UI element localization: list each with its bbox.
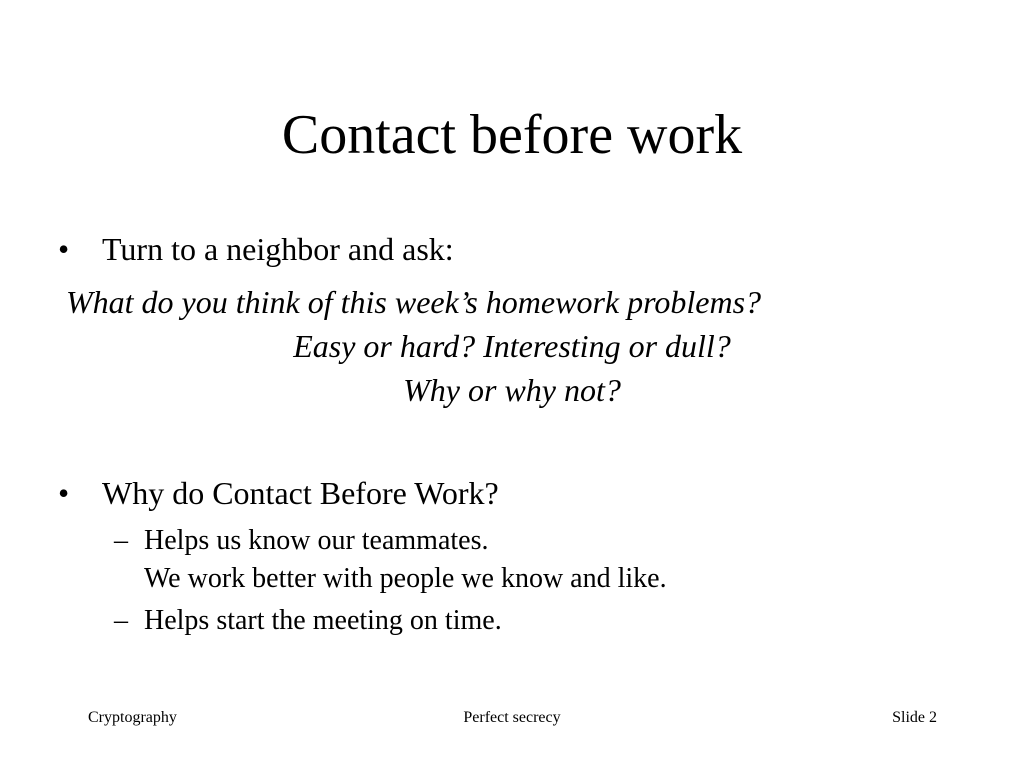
quote-line: Why or why not? bbox=[403, 372, 621, 408]
sub-bullet-marker: – bbox=[114, 605, 128, 636]
sub-bullet-line: We work better with people we know and like. bbox=[144, 563, 667, 594]
footer-slide-number: Slide 2 bbox=[892, 709, 937, 726]
bullet-marker: • bbox=[58, 475, 70, 511]
quote-line: What do you think of this week’s homework problems? bbox=[66, 284, 762, 320]
slide-title: Contact before work bbox=[281, 104, 743, 166]
bullet-marker: • bbox=[58, 231, 70, 267]
bullet-text: Turn to a neighbor and ask: bbox=[102, 231, 454, 267]
sub-bullet-marker: – bbox=[114, 525, 128, 556]
bullet-text: Why do Contact Before Work? bbox=[102, 475, 499, 511]
footer-left: Cryptography bbox=[88, 709, 177, 726]
sub-bullet-text bbox=[144, 602, 502, 640]
sub-bullet-text bbox=[144, 522, 667, 598]
sub-bullet-line: Helps us know our teammates. bbox=[144, 525, 489, 556]
quote-line: Easy or hard? Interesting or dull? bbox=[293, 328, 731, 364]
footer-center: Perfect secrecy bbox=[463, 709, 561, 726]
sub-bullet-line: Helps start the meeting on time. bbox=[144, 605, 502, 636]
